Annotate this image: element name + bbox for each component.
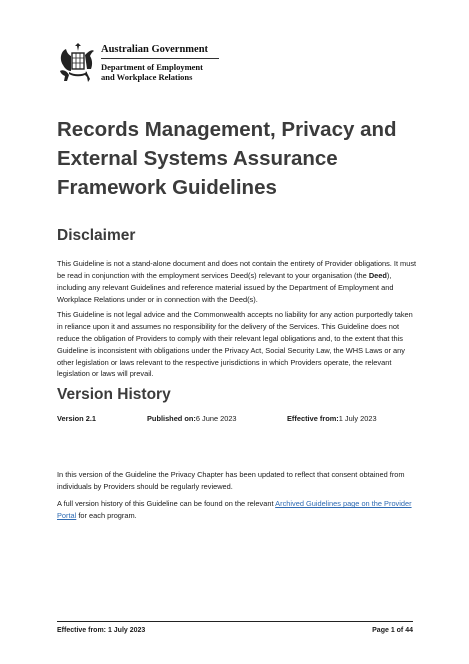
title-line: Records Management, Privacy and <box>57 118 397 141</box>
logo-divider <box>101 58 219 59</box>
deed-term: Deed <box>368 271 387 281</box>
disclaimer-p1-text-b: ), including any relevant Guidelines and reference material issued by the Department of Employment and Workplace Relations under or in connection with the Deed(s). <box>57 271 394 304</box>
version-paragraph-2 <box>57 498 417 522</box>
disclaimer-p1-text-a: This Guideline is not a stand-alone document and does not contain the entirety of Provider obligations. It must be read in conjunction with the employment services Deed(s) relevant to your organisation (the <box>57 259 417 281</box>
version-number: Version 2.1 <box>57 414 97 423</box>
published-label: Published on: <box>147 414 196 423</box>
footer-effective-date: Effective from: 1 July 2023 <box>57 627 146 634</box>
coat-of-arms-icon <box>57 41 97 85</box>
version-paragraph-1: In this version of the Guideline the Privacy Chapter has been updated to reflect that consent obtained from individuals by Providers should be regularly reviewed. <box>57 470 405 492</box>
disclaimer-paragraph-1 <box>57 258 417 305</box>
government-logo <box>57 41 217 91</box>
version-history-heading: Version History <box>57 386 171 403</box>
disclaimer-heading: Disclaimer <box>57 227 136 244</box>
department-name-line2: and Workplace Relations <box>101 72 193 82</box>
title-line: Framework Guidelines <box>57 176 277 199</box>
footer-divider <box>57 621 413 622</box>
published-date <box>147 414 237 423</box>
effective-value: 1 July 2023 <box>338 414 377 423</box>
archived-guidelines-link[interactable]: Archived Guidelines page on the Provider Portal <box>57 499 412 521</box>
version-p2-text-a: A full version history of this Guideline can be found on the relevant <box>57 499 276 509</box>
document-title <box>57 115 437 202</box>
version-info-row <box>57 414 417 426</box>
department-name-line1: Department of Employment <box>101 62 203 72</box>
footer-page-number: Page 1 of 44 <box>372 627 413 634</box>
effective-label: Effective from: <box>287 414 339 423</box>
version-p2-text-b: for each program. <box>76 511 137 521</box>
title-line: External Systems Assurance <box>57 147 338 170</box>
published-value: 6 June 2023 <box>195 414 237 423</box>
government-name: Australian Government <box>101 44 209 55</box>
effective-date <box>287 414 377 423</box>
disclaimer-paragraph-2: This Guideline is not legal advice and the Commonwealth accepts no liability for any action purportedly taken in reliance upon it and assumes no responsibility for the delivery of the Services. This Guideline does not reduce the obligation of Providers to comply with their relevant legal obligations and, to the extent that this Guideline is inconsistent with obligations under the Privacy Act, Social Security Law, the WHS Laws or any other legislation or laws relevant to the respective jurisdictions in which Providers operate, the relevant legislation or laws will prevail. <box>57 310 413 379</box>
